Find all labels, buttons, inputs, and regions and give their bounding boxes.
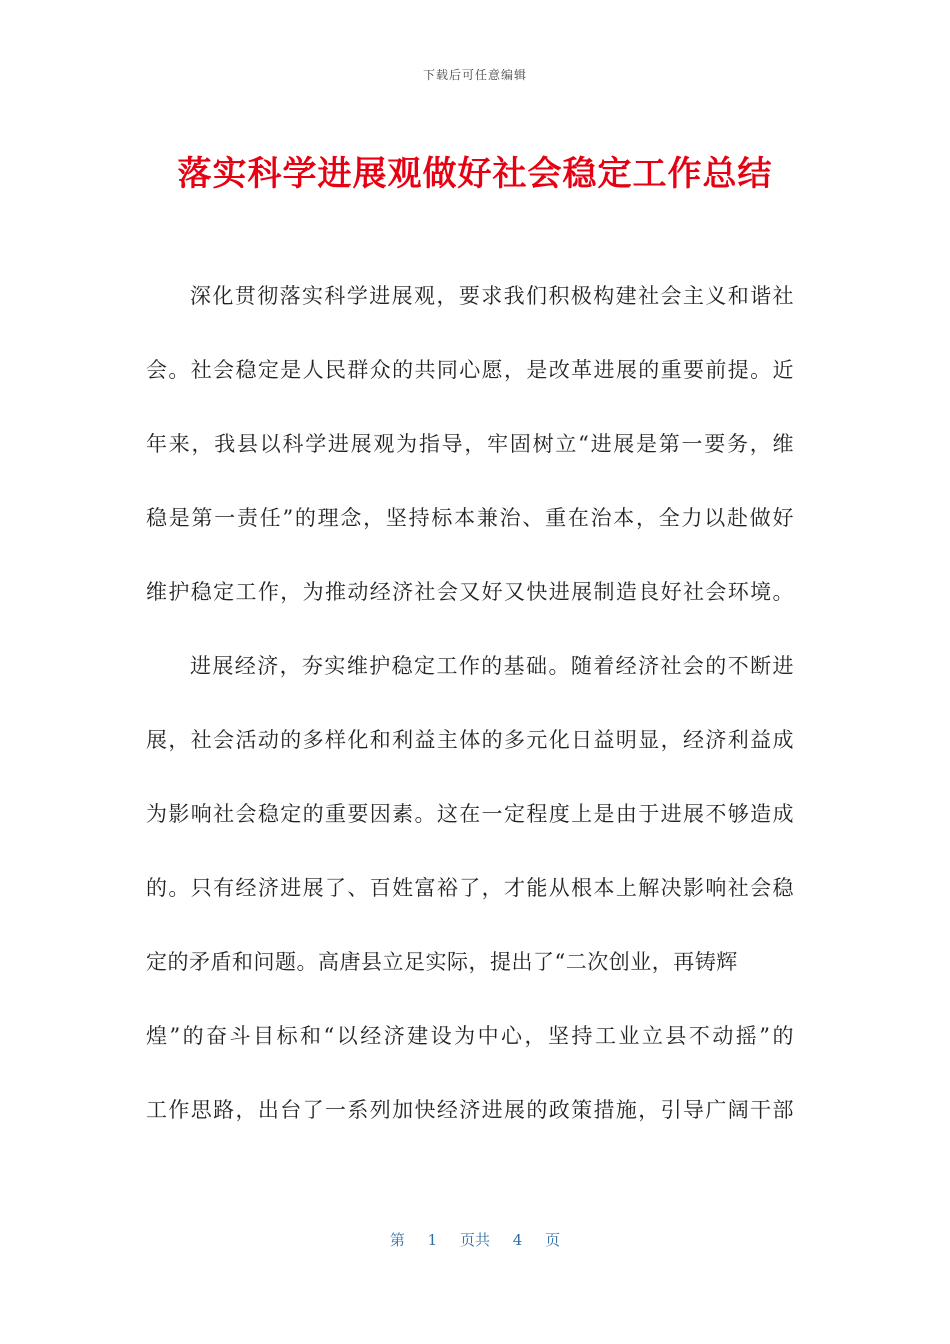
document-body (146, 259, 794, 1147)
paragraph-2-line-3: 为影响社会稳定的重要因素。这在一定程度上是由于进展不够造成 (146, 802, 794, 826)
paragraph-2-line-2: 展，社会活动的多样化和利益主体的多元化日益明显，经济利益成 (146, 728, 794, 752)
paragraph-1-line-1: 深化贯彻落实科学进展观，要求我们积极构建社会主义和谐社 (190, 284, 794, 308)
paragraph-1-line-5: 维护稳定工作，为推动经济社会又好又快进展制造良好社会环境。 (146, 580, 794, 604)
paragraph-1-line-4: 稳是第一责任”的理念，坚持标本兼治、重在治本，全力以赴做好 (146, 506, 794, 530)
paragraph-2-line-1: 进展经济，夯实维护稳定工作的基础。随着经济社会的不断进 (190, 654, 794, 678)
header-note: 下载后可任意编辑 (422, 68, 527, 82)
footer-label-page: 第 (389, 1231, 405, 1249)
footer-label-end: 页 (545, 1231, 561, 1249)
paragraph-2-line-6: 煌”的奋斗目标和“以经济建设为中心，坚持工业立县不动摇”的 (146, 1024, 794, 1048)
page-footer (0, 1229, 950, 1250)
paragraph-1-line-3: 年来，我县以科学进展观为指导，牢固树立“进展是第一要务，维 (146, 432, 794, 456)
paragraph-2-line-5: 定的矛盾和问题。高唐县立足实际，提出了“二次创业，再铸辉 (146, 950, 738, 974)
footer-total-pages: 4 (512, 1231, 523, 1249)
footer-current-page: 1 (427, 1231, 438, 1249)
footer-label-middle: 页共 (459, 1231, 490, 1249)
document-title: 落实科学进展观做好社会稳定工作总结 (177, 154, 773, 194)
paragraph-2-line-7: 工作思路，出台了一系列加快经济进展的政策措施，引导广阔干部 (146, 1098, 794, 1122)
paragraph-1-line-2: 会。社会稳定是人民群众的共同心愿，是改革进展的重要前提。近 (146, 358, 794, 382)
paragraph-2-line-4: 的。只有经济进展了、百姓富裕了，才能从根本上解决影响社会稳 (146, 876, 794, 900)
